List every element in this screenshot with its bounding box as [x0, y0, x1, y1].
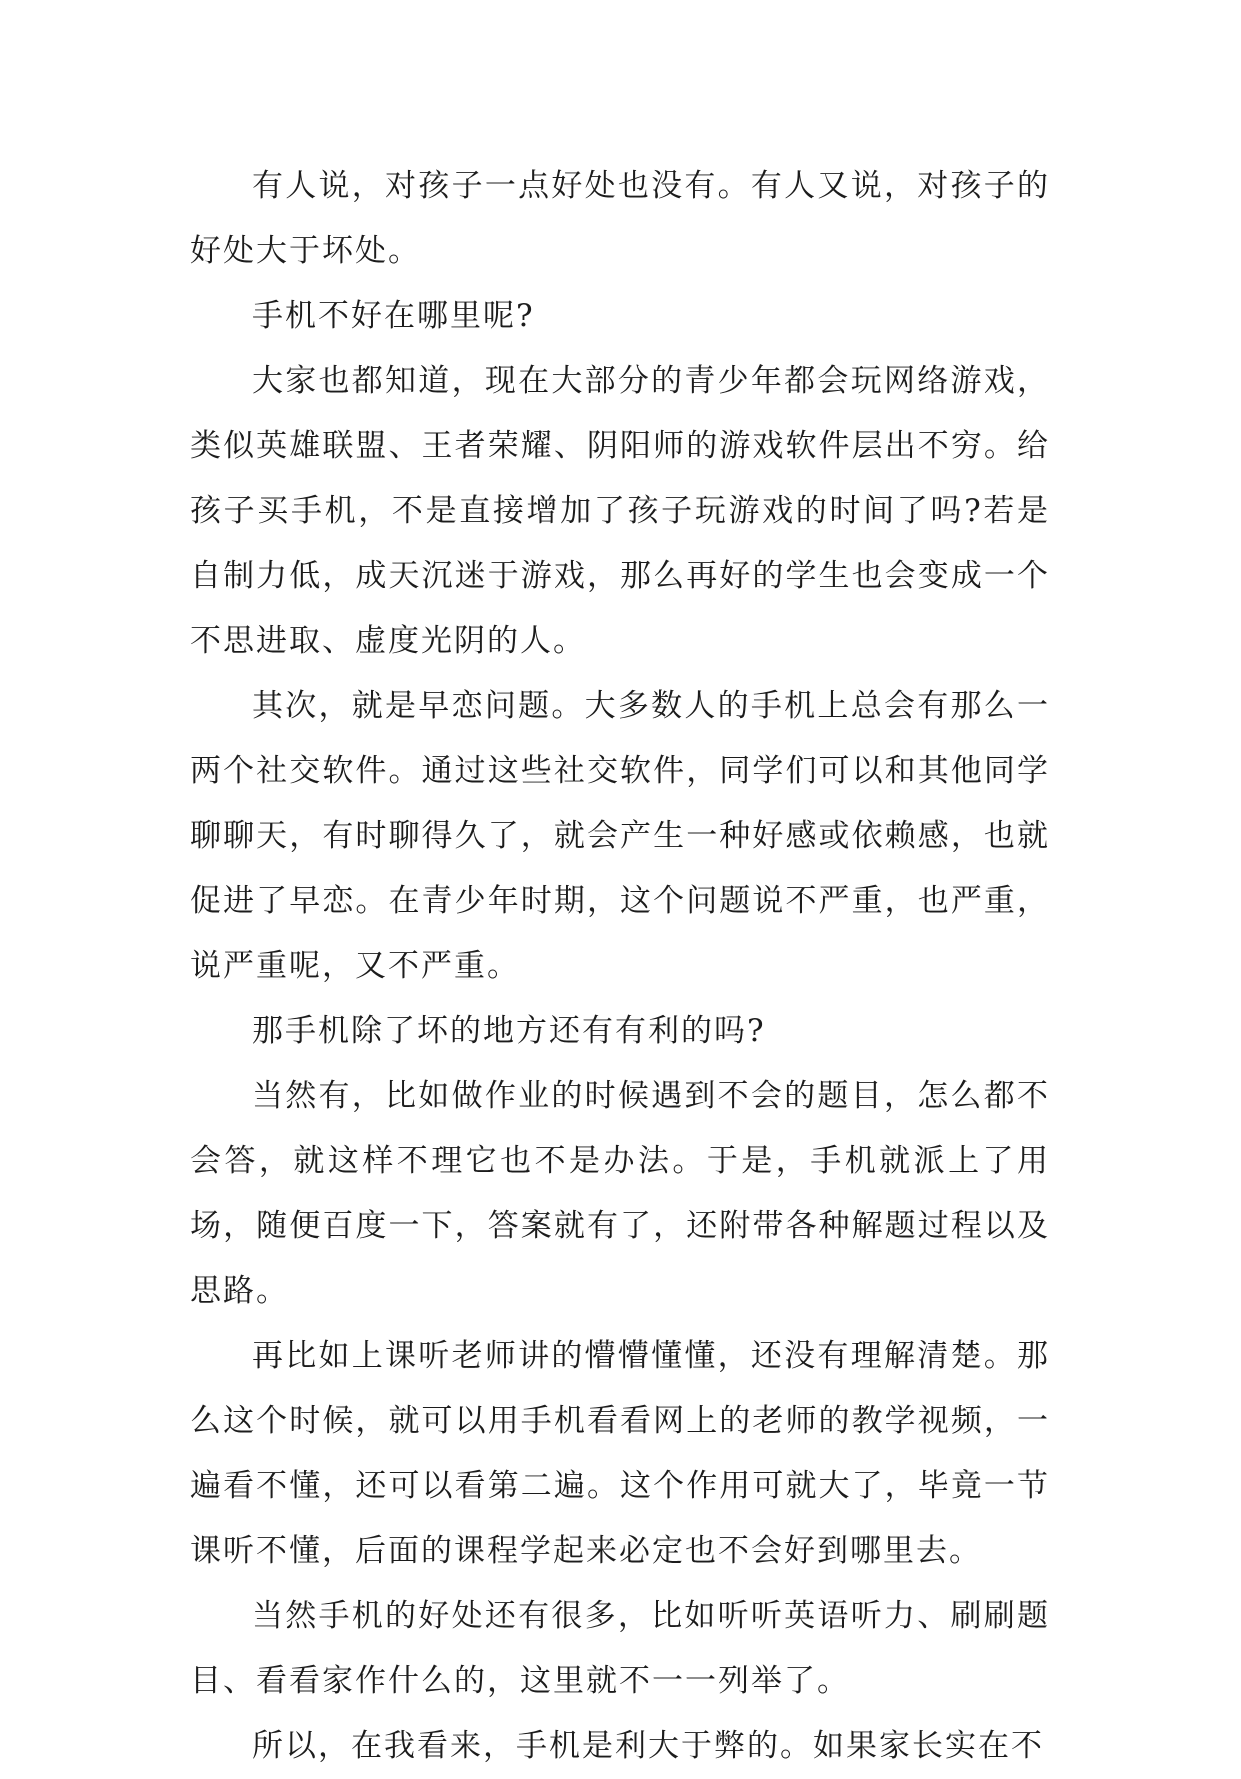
paragraph-games: 大家也都知道，现在大部分的青少年都会玩网络游戏，类似英雄联盟、王者荣耀、阴阳师的游戏软件层出不穷。给孩子买手机，不是直接增加了孩子玩游戏的时间了吗?若是自制力低，成天沉迷于游戏，那么再好的学生也会变成一个不思进取、虚度光阴的人。: [190, 363, 1050, 659]
paragraph-question-bad: 手机不好在哪里呢?: [252, 298, 535, 334]
paragraph-conclusion: 所以，在我看来，手机是利大于弊的。如果家长实在不: [252, 1728, 1044, 1764]
paragraph-videos: 再比如上课听老师讲的懵懵懂懂，还没有理解清楚。那么这个时候，就可以用手机看看网上的老师的教学视频，一遍看不懂，还可以看第二遍。这个作用可就大了，毕竟一节课听不懂，后面的课程学起来必定也不会好到哪里去。: [190, 1338, 1050, 1569]
paragraph-opinions: 有人说，对孩子一点好处也没有。有人又说，对孩子的好处大于坏处。: [190, 168, 1050, 269]
paragraph-other-benefits: 当然手机的好处还有很多，比如听听英语听力、刷刷题目、看看家作什么的，这里就不一一列举了。: [190, 1598, 1050, 1699]
paragraph-question-good: 那手机除了坏的地方还有有利的吗?: [252, 1013, 766, 1049]
document-page: [190, 154, 1050, 1779]
paragraph-homework: 当然有，比如做作业的时候遇到不会的题目，怎么都不会答，就这样不理它也不是办法。于是，手机就派上了用场，随便百度一下，答案就有了，还附带各种解题过程以及思路。: [190, 1078, 1050, 1309]
paragraph-early-love: 其次，就是早恋问题。大多数人的手机上总会有那么一两个社交软件。通过这些社交软件，同学们可以和其他同学聊聊天，有时聊得久了，就会产生一种好感或依赖感，也就促进了早恋。在青少年时期，这个问题说不严重，也严重，说严重呢，又不严重。: [190, 688, 1050, 984]
